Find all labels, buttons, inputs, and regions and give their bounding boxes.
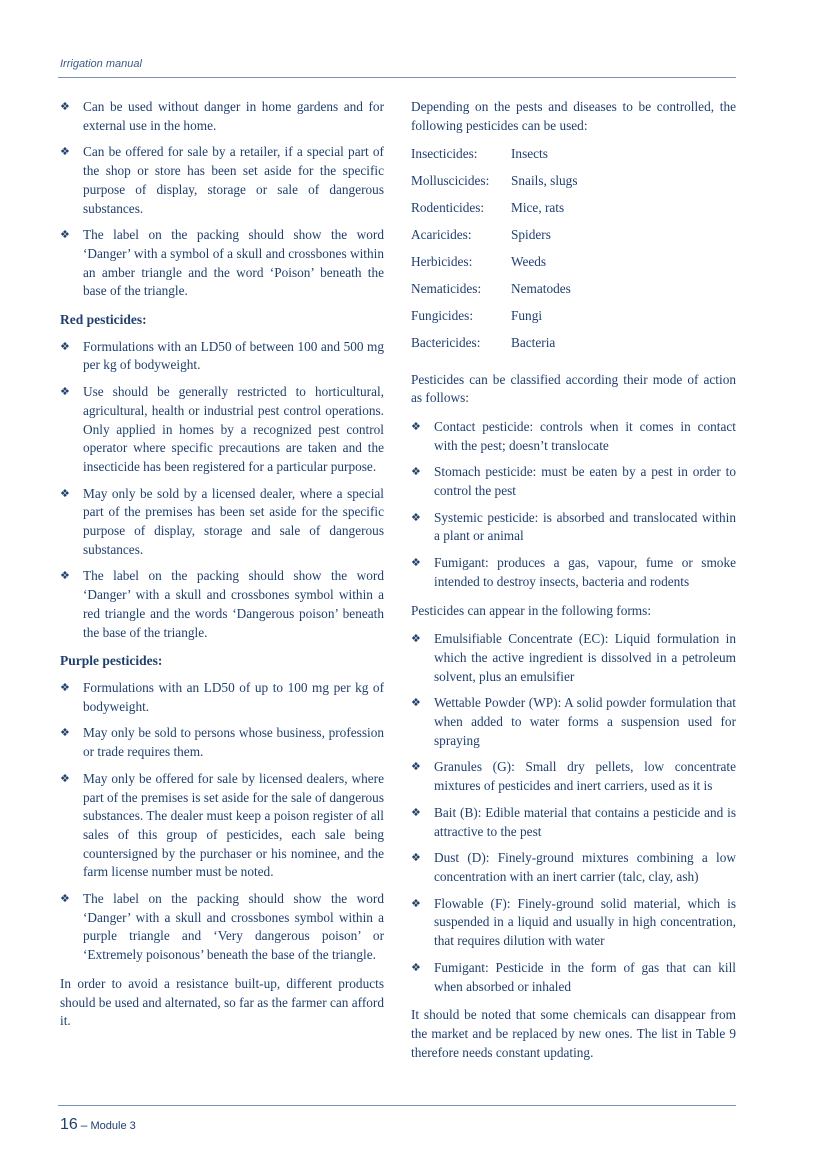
list-item: [411, 694, 736, 750]
bullet-icon: ❖: [60, 771, 70, 785]
list-item-text: The label on the packing should show the word ‘Danger’ with a skull and crossbones symbol within a red triangle and the words ‘Dangerous poison’ beneath the base of the triangle.: [83, 568, 384, 640]
list-item: [60, 383, 384, 477]
list-item: [60, 485, 384, 560]
footer-dash: –: [80, 1118, 88, 1132]
list-item-text: May only be sold to persons whose business, profession or trade requires them.: [83, 725, 384, 760]
list-item: [411, 554, 736, 591]
table-row: [411, 280, 578, 307]
pests-intro-paragraph: Depending on the pests and diseases to be controlled, the following pesticides can be used:: [411, 99, 736, 133]
table-row: [411, 307, 578, 334]
table-row: [411, 172, 578, 199]
forms-intro: Pesticides can appear in the following forms:: [411, 602, 652, 618]
list-item-text: Systemic pesticide: is absorbed and translocated within a plant or animal: [434, 509, 736, 544]
bullet-icon: ❖: [411, 419, 421, 433]
header-rule: [58, 77, 736, 78]
bullet-icon: ❖: [60, 569, 70, 583]
bullet-icon: ❖: [411, 510, 421, 524]
list-item-text: Can be offered for sale by a retailer, if a special part of the shop or store has been set aside for the specific purpose of display, storage or sale of dangerous substances.: [83, 144, 384, 216]
bullet-icon: ❖: [411, 851, 421, 865]
list-item: [411, 895, 736, 951]
list-item: [411, 849, 736, 886]
list-item-text: Granules (G): Small dry pellets, low concentrate mixtures of pesticides and inert carriers, used as it is: [434, 759, 736, 794]
list-item: [60, 226, 384, 301]
table-row: [411, 145, 578, 172]
list-item: [60, 567, 384, 642]
bullet-icon: ❖: [411, 760, 421, 774]
pesticide-forms-bullets: [411, 630, 736, 996]
bullet-icon: ❖: [60, 100, 70, 113]
list-item: [60, 890, 384, 965]
list-item: [411, 418, 736, 455]
pesticide-type-cell: Bactericides:: [411, 334, 481, 350]
bullet-icon: ❖: [60, 228, 70, 242]
list-item: [60, 338, 384, 375]
target-pest-cell: Nematodes: [511, 280, 571, 296]
list-item-text: Stomach pesticide: must be eaten by a pest in order to control the pest: [434, 464, 736, 499]
list-item-text: May only be sold by a licensed dealer, where a special part of the premises has been set aside for the specific purpose of display, storage and sale of dangerous substances.: [83, 485, 384, 557]
list-item: [60, 770, 384, 882]
target-pest-cell: Mice, rats: [511, 200, 565, 216]
purple-pesticides-heading: Purple pesticides:: [60, 653, 163, 669]
list-item-text: Formulations with an LD50 of between 100 and 500 mg per kg of bodyweight.: [83, 338, 384, 373]
bullet-icon: ❖: [411, 556, 421, 570]
list-item: [411, 630, 736, 686]
pesticide-type-cell: Nematicides:: [411, 280, 482, 296]
list-item-text: May only be offered for sale by licensed dealers, where part of the premises is set aside for the sale of dangerous substances. The dealer must keep a poison register of all sales of this group of pesticides, each sale being countersigned by the purchaser or his nominee, and the farm license number must be noted.: [83, 770, 384, 880]
red-pesticides-heading: Red pesticides:: [60, 312, 147, 328]
bullet-icon: ❖: [60, 726, 70, 740]
table-row: [411, 199, 578, 226]
list-item-text: Flowable (F): Finely-ground solid material, which is suspended in a liquid and usually in high concentration, that requires dilution with water: [434, 895, 736, 949]
list-item: [411, 463, 736, 500]
list-item-text: Can be used without danger in home gardens and for external use in the home.: [83, 99, 384, 133]
list-item: [411, 509, 736, 546]
bullet-icon: ❖: [411, 805, 421, 819]
target-pest-cell: Fungi: [511, 307, 543, 323]
list-item-text: Contact pesticide: controls when it comes in contact with the pest; doesn’t translocate: [434, 418, 736, 453]
pesticide-type-cell: Herbicides:: [411, 253, 473, 269]
purple-pesticide-bullets: [60, 679, 384, 965]
target-pest-cell: Snails, slugs: [511, 173, 578, 189]
target-pest-cell: Bacteria: [511, 334, 556, 350]
pesticide-type-cell: Molluscicides:: [411, 173, 490, 189]
list-item-text: Use should be generally restricted to horticultural, agricultural, health or industrial pest control operations. Only applied in homes by a recognized pest control operator where specific precautions are taken and the insecticide has been registered for a particular purpose.: [83, 384, 384, 474]
right-column: [411, 98, 736, 1072]
pesticide-type-cell: Insecticides:: [411, 146, 478, 162]
list-item: [60, 143, 384, 218]
table-row: [411, 226, 578, 253]
list-item-text: Wettable Powder (WP): A solid powder formulation that when added to water forms a suspension used for spraying: [434, 695, 736, 748]
bullet-icon: ❖: [60, 145, 70, 159]
list-item-text: The label on the packing should show the word ‘Danger’ with a symbol of a skull and crossbones within an amber triangle and the word ‘Poison’ beneath the base of the triangle.: [83, 227, 384, 299]
list-item: [60, 679, 384, 716]
updating-note-paragraph: It should be noted that some chemicals can disappear from the market and be replaced by new ones. The list in Table 9 therefore needs constant updating.: [411, 1007, 736, 1060]
bullet-icon: ❖: [60, 892, 70, 906]
bullet-icon: ❖: [411, 696, 421, 710]
list-item-text: Dust (D): Finely-ground mixtures combining a low concentration with an inert carrier (talc, clay, ash): [434, 850, 736, 884]
target-pest-cell: Spiders: [511, 227, 551, 243]
resistance-paragraph: In order to avoid a resistance built-up, different products should be used and alternated, so far as the farmer can afford it.: [60, 975, 384, 1029]
module-label: Module 3: [90, 1120, 136, 1132]
target-pest-cell: Insects: [511, 146, 548, 162]
list-item: [411, 758, 736, 795]
bullet-icon: ❖: [411, 465, 421, 479]
table-row: [411, 334, 578, 361]
bullet-icon: ❖: [411, 960, 421, 974]
pesticide-type-cell: Acaricides:: [411, 227, 472, 243]
bullet-icon: ❖: [60, 385, 70, 399]
list-item-text: Fumigant: Pesticide in the form of gas that can kill when absorbed or inhaled: [434, 959, 736, 994]
list-item-text: Fumigant: produces a gas, vapour, fume or smoke intended to destroy insects, bacteria and rodents: [434, 555, 736, 589]
list-item-text: Bait (B): Edible material that contains a pesticide and is attractive to the pest: [434, 804, 736, 839]
bullet-icon: ❖: [411, 632, 421, 646]
page-footer: [60, 1116, 136, 1134]
target-pest-cell: Weeds: [511, 253, 547, 269]
list-item-text: Formulations with an LD50 of up to 100 mg per kg of bodyweight.: [83, 679, 384, 714]
red-pesticide-bullets: [60, 338, 384, 643]
bullet-icon: ❖: [60, 339, 70, 353]
footer-rule: [58, 1105, 736, 1106]
list-item: [60, 724, 384, 761]
list-item: [411, 959, 736, 996]
page-number: 16: [60, 1116, 78, 1133]
running-header: Irrigation manual: [60, 58, 142, 70]
pesticide-type-cell: Fungicides:: [411, 307, 474, 323]
list-item: [60, 98, 384, 135]
list-item: [411, 804, 736, 841]
mode-of-action-intro: Pesticides can be classified according their mode of action as follows:: [411, 371, 736, 406]
pesticide-type-table: [411, 145, 578, 360]
bullet-icon: ❖: [60, 680, 70, 694]
green-pesticide-bullets: [60, 98, 384, 301]
mode-of-action-bullets: [411, 418, 736, 592]
list-item-text: Emulsifiable Concentrate (EC): Liquid formulation in which the active ingredient is dissolved in a petroleum solvent, plus an emulsifier: [434, 631, 736, 684]
pesticide-type-cell: Rodenticides:: [411, 200, 485, 216]
table-row: [411, 253, 578, 280]
list-item-text: The label on the packing should show the word ‘Danger’ with a skull and crossbones symbol within a purple triangle and ‘Very dangerous poison’ or ‘Extremely poisonous’ beneath the base of the triangle.: [83, 891, 384, 963]
bullet-icon: ❖: [60, 486, 70, 500]
left-column: [60, 98, 384, 1041]
bullet-icon: ❖: [411, 896, 421, 910]
